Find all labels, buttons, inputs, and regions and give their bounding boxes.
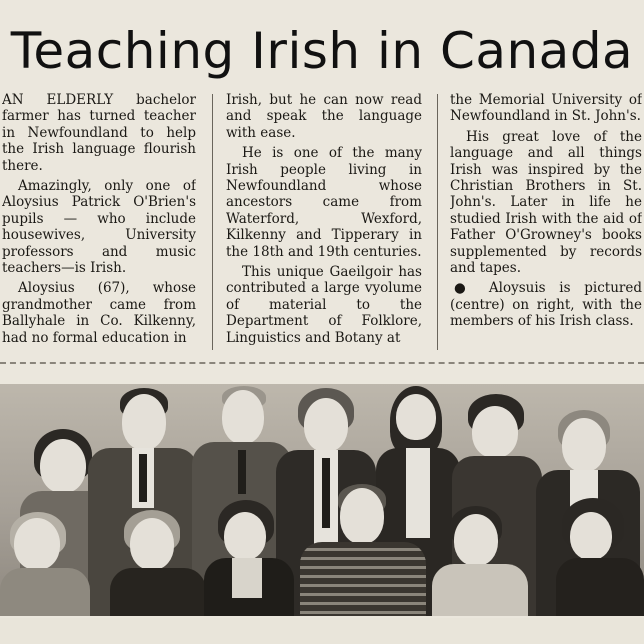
group-photo (0, 384, 644, 616)
page-margin (0, 618, 644, 644)
paragraph: This unique Gaeilgoir has contributed a large vyolume of material to the Department of Folklore, Linguistics and Botany at (226, 264, 422, 346)
column-divider (212, 94, 213, 350)
paragraph: Irish, but he can now read and speak the language with ease. (226, 92, 422, 141)
paragraph: AN ELDERLY bachelor farmer has turned teacher in Newfoundland to help the Irish language flourish there. (2, 92, 196, 174)
paragraph: ● Aloysuis is pictured (centre) on right, with the members of his Irish class. (450, 280, 642, 330)
person-figure (432, 506, 528, 616)
cut-line (0, 362, 644, 364)
article-column-2 (226, 92, 422, 354)
person-figure (0, 512, 100, 616)
paragraph: His great love of the language and all things Irish was inspired by the Christian Brothers in St. John's. Later in life he studied Irish with the aid of Father O'Growney's books supplemented by records and tapes. (450, 128, 642, 277)
paragraph: the Memorial University of Newfoundland in St. John's. (450, 92, 642, 125)
person-figure (556, 498, 644, 616)
column-divider (437, 94, 438, 350)
article-column-1 (2, 92, 196, 354)
headline: Teaching Irish in Canada (10, 22, 634, 80)
paragraph: Amazingly, only one of Aloysius Patrick O'Brien's pupils — who include housewives, University professors and music teachers—is Irish. (2, 178, 196, 277)
person-figure (204, 500, 294, 616)
paragraph: He is one of the many Irish people living in Newfoundland whose ancestors came from Waterford, Wexford, Kilkenny and Tipperary in the 18th and 19th centuries. (226, 145, 422, 260)
paragraph: Aloysius (67), whose grandmother came from Ballyhale in Co. Kilkenny, had no formal education in (2, 280, 196, 346)
person-figure (110, 510, 206, 616)
person-figure (300, 484, 426, 616)
article-column-3 (450, 92, 642, 354)
